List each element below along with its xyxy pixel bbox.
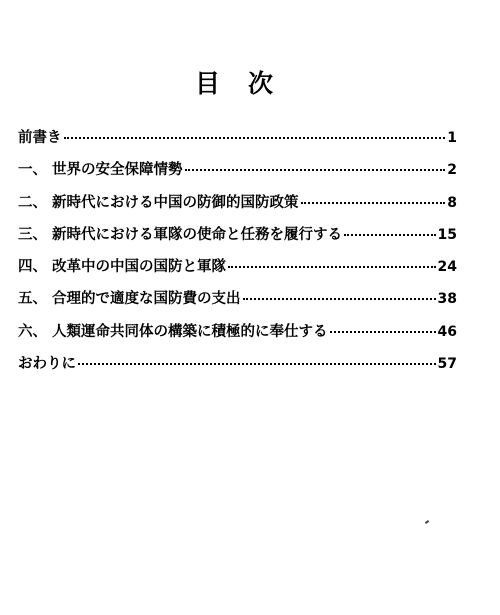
dot-leader <box>64 137 446 139</box>
toc-entry-label: おわりに <box>18 355 76 373</box>
toc-entry-page: 57 <box>437 356 457 373</box>
toc-entry <box>18 223 457 255</box>
toc-title: 目次 <box>194 69 301 98</box>
scan-speck <box>425 520 429 524</box>
toc-entry <box>18 191 457 223</box>
toc-entry <box>18 255 457 287</box>
toc-entry-page: 46 <box>437 323 457 340</box>
toc-entry <box>18 320 457 352</box>
dot-leader <box>330 331 436 333</box>
dot-leader <box>78 363 436 365</box>
toc-entry-label: 五、 合理的で適度な国防費の支出 <box>18 290 241 308</box>
dot-leader <box>228 266 435 268</box>
toc-list <box>18 126 457 384</box>
toc-entry-label: 前書き <box>18 129 62 146</box>
toc-entry-page: 38 <box>437 291 457 308</box>
dot-leader <box>301 202 446 204</box>
toc-entry-label: 六、 人類運命共同体の構築に積極的に奉仕する <box>18 322 328 340</box>
dot-leader <box>344 234 435 236</box>
toc-entry-label: 二、 新時代における中国の防御的国防政策 <box>18 193 299 211</box>
toc-entry-page: 1 <box>447 130 457 146</box>
dot-leader <box>185 169 446 171</box>
toc-entry <box>18 352 457 384</box>
toc-entry-page: 24 <box>437 259 457 276</box>
toc-entry <box>18 158 457 190</box>
dot-leader <box>243 298 436 300</box>
toc-entry <box>18 287 457 319</box>
toc-entry-page: 15 <box>437 226 457 243</box>
toc-entry-label: 一、 世界の安全保障情勢 <box>18 161 183 179</box>
toc-entry-label: 四、 改革中の中国の国防と軍隊 <box>18 258 227 276</box>
toc-entry-page: 2 <box>447 162 457 179</box>
toc-entry <box>18 126 457 158</box>
toc-entry-page: 8 <box>447 194 457 211</box>
toc-entry-label: 三、 新時代における軍隊の使命と任務を履行する <box>18 225 343 243</box>
